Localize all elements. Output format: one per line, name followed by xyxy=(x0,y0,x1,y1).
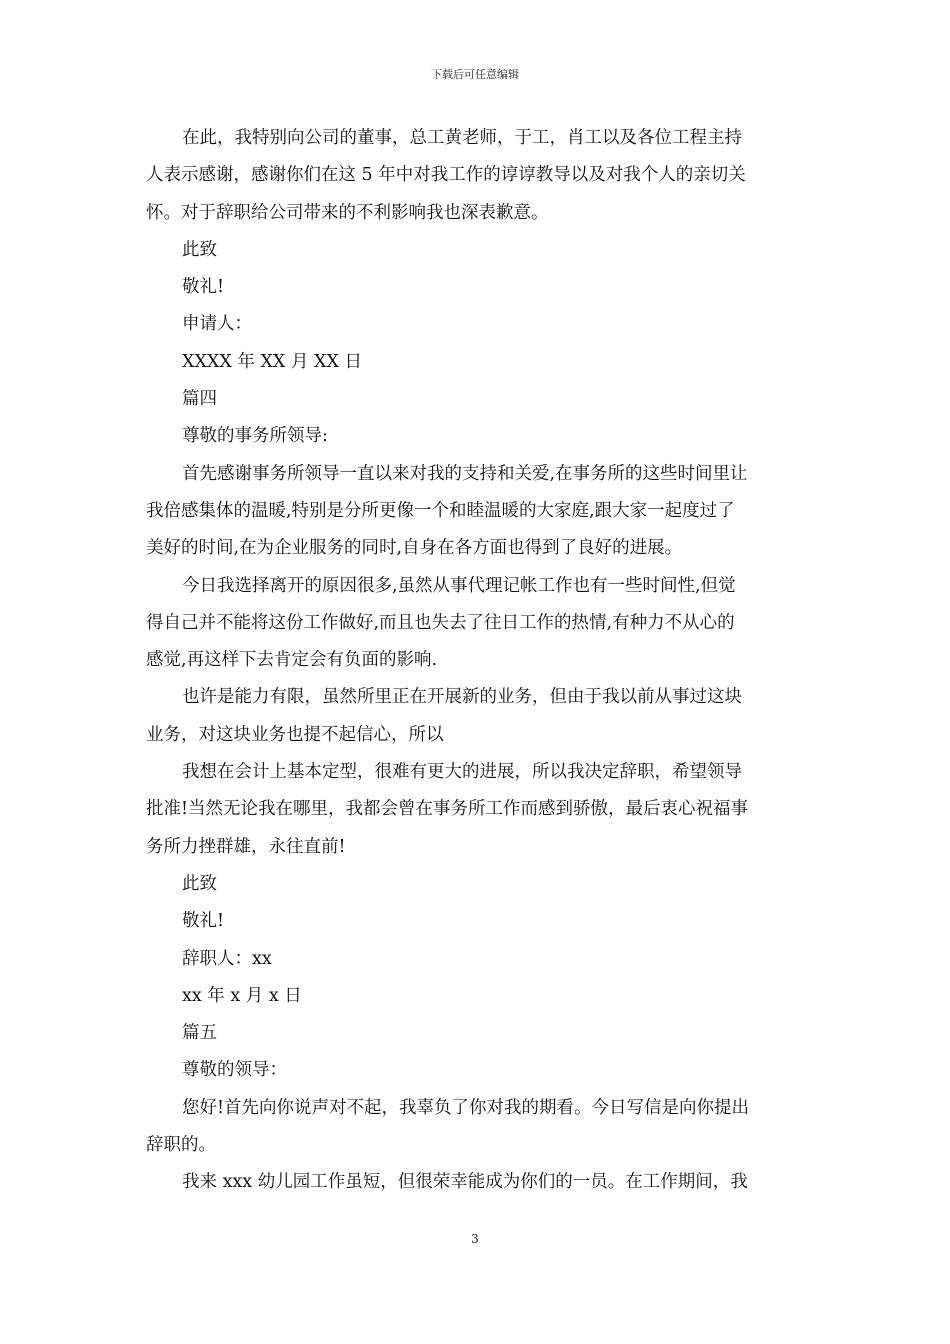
section-heading: 篇五 xyxy=(182,1023,217,1044)
paragraph-line: 也许是能力有限，虽然所里正在开展新的业务，但由于我以前从事过这块 xyxy=(182,687,742,708)
paragraph-line: 我想在会计上基本定型，很难有更大的进展，所以我决定辞职，希望领导 xyxy=(182,762,742,783)
paragraph-line: 业务，对这块业务也提不起信心，所以 xyxy=(146,724,444,745)
signature-line: 辞职人：xx xyxy=(182,948,272,969)
paragraph-line: 得自己并不能将这份工作做好,而且也失去了往日工作的热情,有种力不从心的 xyxy=(146,612,735,633)
closing-line: 敬礼! xyxy=(182,277,225,298)
header-note: 下载后可任意编辑 xyxy=(431,68,519,81)
signature-line: 申请人： xyxy=(182,314,252,335)
date-line: xx 年 x 月 x 日 xyxy=(182,985,302,1006)
page-number: 3 xyxy=(471,1232,479,1246)
paragraph-line: 批准!当然无论我在哪里，我都会曾在事务所工作而感到骄傲，最后衷心祝福事 xyxy=(146,799,749,820)
section-heading: 篇四 xyxy=(182,389,217,410)
paragraph-line: 务所力挫群雄，永往直前! xyxy=(146,836,346,857)
salutation-line: 尊敬的领导： xyxy=(182,1060,287,1081)
paragraph-line: 我倍感集体的温暖,特别是分所更像一个和睦温暖的大家庭,跟大家一起度过了 xyxy=(146,500,735,521)
document-body xyxy=(146,120,812,1202)
paragraph-line: 在此，我特别向公司的董事，总工黄老师，于工，肖工以及各位工程主持 xyxy=(182,128,742,148)
paragraph-line: 首先感谢事务所领导一直以来对我的支持和关爱,在事务所的这些时间里让 xyxy=(182,463,748,484)
closing-line: 此致 xyxy=(182,239,217,260)
paragraph-line: 辞职的。 xyxy=(146,1135,216,1156)
paragraph-line: 人表示感谢，感谢你们在这 5 年中对我工作的谆谆教导以及对我个人的亲切关 xyxy=(146,165,746,186)
paragraph-line: 怀。对于辞职给公司带来的不利影响我也深表歉意。 xyxy=(146,202,549,223)
salutation-line: 尊敬的事务所领导: xyxy=(182,426,328,447)
paragraph-line: 感觉,再这样下去肯定会有负面的影响. xyxy=(146,650,438,671)
paragraph-line: 我来 xxx 幼儿园工作虽短，但很荣幸能成为你们的一员。在工作期间，我 xyxy=(182,1172,748,1193)
paragraph-line: 美好的时间,在为企业服务的同时,自身在各方面也得到了良好的进展。 xyxy=(146,538,683,559)
closing-line: 敬礼! xyxy=(182,911,225,932)
date-line: XXXX 年 XX 月 XX 日 xyxy=(182,351,362,372)
paragraph-line: 今日我选择离开的原因很多,虽然从事代理记帐工作也有一些时间性,但觉 xyxy=(182,575,736,596)
paragraph-line: 您好!首先向你说声对不起，我辜负了你对我的期看。今日写信是向你提出 xyxy=(182,1097,750,1118)
closing-line: 此致 xyxy=(182,873,217,894)
